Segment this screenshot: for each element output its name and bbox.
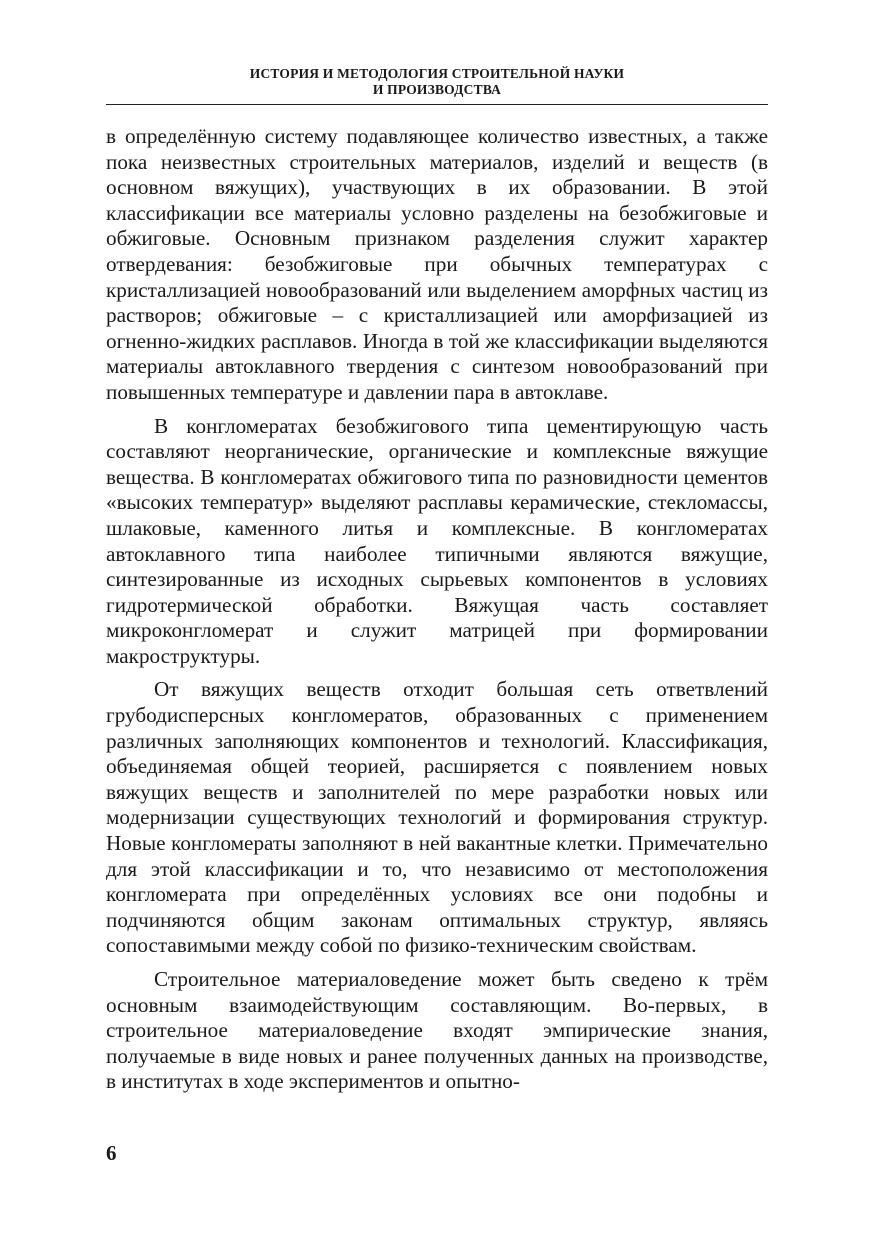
running-header-line-2: И ПРОИЗВОДСТВА xyxy=(372,82,502,97)
paragraph-2: В конгломератах безобжигового типа цементирующую часть составляют неорганические, органические и комплексные вяжущие вещества. В конгломератах обжигового типа по разновидности цементов «высоких температур» выделяют расплавы керамические, стекломассы, шлаковые, каменного литья и комплексные. В конгломератах автоклавного типа наиболее типичными являются вяжущие, синтезированные из исходных сырьевых компонентов в условиях гидротермической обработки. Вяжущая часть составляет микроконгломерат и служит матрицей при формировании макроструктуры. xyxy=(106,413,768,668)
paragraph-3: От вяжущих веществ отходит большая сеть ответвлений грубодисперсных конгломератов, образованных с применением различных заполняющих компонентов и технологий. Классификация, объединяемая общей теорией, расширяется с появлением новых вяжущих веществ и заполнителей по мере разработки новых или модернизации существующих технологий и формирования структур. Новые конгломераты заполняют в ней вакантные клетки. Примечательно для этой классификации и то, что независимо от местоположения конгломерата при определённых условиях все они подобны и подчиняются общим законам оптимальных структур, являясь сопоставимыми между собой по физико-техническим свойствам. xyxy=(106,677,768,958)
running-header-line-1: ИСТОРИЯ И МЕТОДОЛОГИЯ СТРОИТЕЛЬНОЙ НАУКИ xyxy=(249,66,625,81)
main-text xyxy=(106,124,768,1103)
running-header xyxy=(106,66,768,98)
page-number: 6 xyxy=(106,1141,117,1165)
header-divider xyxy=(106,104,768,105)
paragraph-4: Строительное материаловедение может быть сведено к трём основным взаимодействующим составляющим. Во-первых, в строительное материаловедение входят эмпирические знания, получаемые в виде новых и ранее полученных данных на производстве, в институтах в ходе экспериментов и опытно- xyxy=(106,967,768,1094)
paragraph-1: в определённую систему подавляющее количество известных, а также пока неизвестных строительных материалов, изделий и веществ (в основном вяжущих), участвующих в их образовании. В этой классификации все материалы условно разделены на безобжиговые и обжиговые. Основным признаком разделения служит характер отвердевания: безобжиговые при обычных температурах с кристаллизацией новообразований или выделением аморфных частиц из растворов; обжиговые – с кристаллизацией или аморфизацией из огненно-жидких расплавов. Иногда в той же классификации выделяются материалы автоклавного твердения с синтезом новообразований при повышенных температуре и давлении пара в автоклаве. xyxy=(106,124,768,404)
